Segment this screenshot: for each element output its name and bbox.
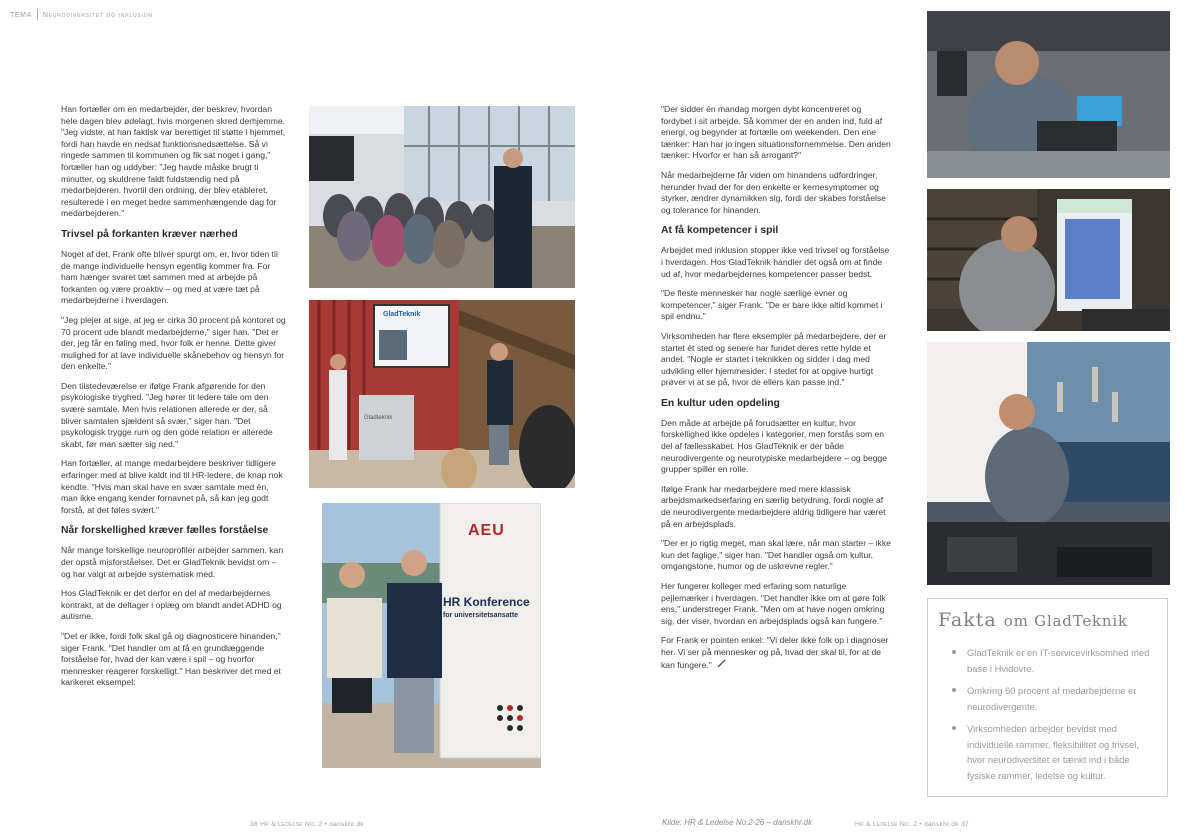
paragraph: Han fortæller, at mange medarbejdere beskriver tidligere erfaringer med at blive kaldt ind til HR-ledere, de knap nok kendte. "Hvis man skal have en svær samtale med én, man ikke engang kender fornavnet på, så kan jeg godt forstå, at det føles svært." [61,458,283,515]
fakta-item: GladTeknik er en IT-servicevirksomhed med base i Hvidovre. [952,645,1157,676]
photo-hr-conference-banner [322,503,541,768]
source-credit: Kilde: HR & Ledelse No.2-26 – danskhr.dk [662,818,813,827]
paragraph-final-text: For Frank er pointen enkel: "Vi deler ikke folk op i diagnoser her. Vi ser på mennesker og på, hvad der skal til, for at de kan fungere." [661,635,889,670]
footer-separator-right: • [919,821,922,828]
lectern-label: Gladteknik [364,415,393,421]
paragraph-final [661,635,891,671]
paragraph: Ifølge Frank har medarbejdere med mere klassisk arbejdsmarkedserfaring en særlig betydning, fordi nogle af de neurodivergente medarbejdere aldrig tidligere har været på en arbejdsplads. [661,483,886,529]
footer-left [250,821,364,828]
paragraph: "Det er ikke, fordi folk skal gå og diagnosticere hinanden," siger Frank. "Det handler om at få en grundlæggende forståelse for, hvad der kan være i spil – og hvorfor mennesker reagerer forskelligt." Han beskriver det med et karikeret eksempel: [61,630,281,688]
section-subtitle: Neurodiversitet og inklusion [42,12,153,19]
fakta-list [952,645,1157,790]
magazine-name-right: Hr & Ledelse No. 2 [855,821,918,828]
fakta-title-suffix: om GladTeknik [1003,612,1128,630]
magazine-name-left: Hr & Ledelse No. 2 [260,821,323,828]
fakta-title-word: Fakta [938,609,997,631]
subheading: Trivsel på forkanten kræver nærhed [61,228,238,240]
paragraph: Når mange forskellige neuroprofiler arbejder sammen, kan der opstå misforståelser. Det er GladTeknik bevidst om – og har valgt at arbejde systematisk med. [61,545,284,579]
page-number-right: 37 [960,821,969,828]
paragraph: Noget af det, Frank ofte bliver spurgt om, er, hvor tiden til de mange individuelle hensyn egentlig kommer fra. For ham hænger svaret tæt sammen med at arbejde på forkanten og være proaktiv – og med at være tæt på medarbejderne i hverdagen. [61,248,278,306]
subheading: Når forskellighed kræver fælles forståelse [61,525,269,537]
paragraph: "De fleste mennesker har nogle særlige evner og kompetencer," siger Frank. "De er bare ikke altid kommet i spil endnu." [661,288,883,322]
fakta-title [938,609,1128,631]
paragraph: Hos GladTeknik er det derfor en del af medarbejdernes kontrakt, at de deltager i oplæg om blandt andet ADHD og autisme. [61,588,282,622]
header-divider [37,9,38,20]
left-text-column [61,104,286,697]
site-link-left[interactable]: danskhr.dk [329,821,364,828]
footer-separator-left: • [324,821,327,828]
photo-technician-pc-build [927,189,1170,331]
banner-brand: AEU [468,522,505,539]
paragraph: Arbejdet med inklusion stopper ikke ved trivsel og forståelse i hverdagen. Hos GladTeknik handler det også om at finde ud af, hvor medarbejdernes kompetencer passer bedst. [661,245,890,279]
section-label: TEMA [10,12,32,19]
fakta-item: Omkring 60 procent af medarbejderne er neurodivergente. [952,683,1157,714]
running-header [10,9,153,20]
paragraph: Den måde at arbejde på forudsætter en kultur, hvor forskellighed ikke opdeles i kategorier, men forstås som en del af fællesskabet. Hos GladTeknik er der både neurodivergente og neurotypiske medarbejdere – og begge grupper spiller en rolle. [661,417,887,475]
photo-technician-workbench [927,342,1170,585]
photo-conference-audience [309,106,575,288]
page-number-left: 36 [250,821,258,828]
subheading: At få kompetencer i spil [661,225,779,237]
paragraph: "Der er jo rigtig meget, man skal lære, når man starter – ikke kun det faglige," siger han. "Det handler også om kultur, omgangstone, humor og de uskrevne regler." [661,538,891,572]
fakta-box [927,598,1168,797]
site-link-right[interactable]: danskhr.dk [923,821,959,828]
pen-end-mark-icon [717,659,726,672]
subheading: En kultur uden opdeling [661,397,780,409]
banner-title: HR Konference [443,595,530,609]
paragraph: Han fortæller om en medarbejder, der beskrev, hvordan hele dagen blev ødelagt, hvis morgenen skred derhjemme. "Jeg vidste, at han faktisk var berettiget til støtte i hjemmet, fordi han havde en nedsat funktionsnedsættelse. Så vi ringede sammen til kommunen og fik sat noget i gang," fortæller han og uddyber: "Jeg havde måske brugt ti minutter, og skuldrene faldt fuldstændig ned på medarbejderen. hvortil den ordning, der blev etableret, resulterede i en meget bedre sammenhængende dag for medarbejderen." [61,104,286,219]
screen-brand-label: GladTeknik [383,311,421,318]
paragraph: Her fungerer kolleger med erfaring som naturlige pejlemærker i hverdagen. "Det handler ikke om at gøre folk ens," understreger Frank. "Men om at have nogen omkring sig, der viser, hvordan en arbejdsplads også kan fungere." [661,581,886,626]
fakta-item: Virksomheden arbejder bevidst med individuelle rammer, fleksibilitet og trivsel, hvor neurodiversitet er tænkt ind i både fysiske rammer, ledelse og kultur. [952,721,1157,783]
right-text-column [661,104,891,679]
paragraph: Virksomheden har flere eksempler på medarbejdere, der er startet ét sted og senere har fundet deres rette hylde et andet. "Nogle er startet i teknikken og sidder i dag med udvikling eller hjemmesider. I stedet for at opgive hurtigt prøver vi at se på, hvor de ellers kan passe ind." [661,330,887,388]
banner-subtitle: for universitetsansatte [443,612,519,619]
photo-stage-presentation [309,300,575,488]
paragraph: "Jeg plejer at sige, at jeg er cirka 30 procent på kontoret og 70 procent ude blandt medarbejderne," siger han. "Det er der, jeg får en føling med, hvor folk er henne. Dette giver mulighed for at lave individuelle skånebehov og hensyn for den enkelte." [61,314,286,372]
paragraph: "Der sidder én mandag morgen dybt koncentreret og fordybet i sit arbejde. Så kommer der en anden ind, fuld af energi, og begynder at fortælle om weekenden. Den ene tænker: Han har jo ingen situationsfornemmelse. Den anden tænker: Hvorfor er han så arrogant?" [661,104,891,161]
photo-technician-computer [927,11,1170,178]
footer-right [855,821,969,828]
paragraph: Den tilstedeværelse er ifølge Frank afgørende for den psykologiske tryghed. "Jeg hører tit ledere tale om den svære samtale. Men hvis relationen allerede er der, så bliver samtalen sjældent så svær," siger han. "Det psykologisk trygge rum og den gode relation er allerede skabt, før man sætter sig ned." [61,380,273,449]
paragraph: Når medarbejderne får viden om hinandens udfordringer, herunder hvad der for den enkelte er kernesymptomer og styrker, ændrer dynamikken sig, fordi der skabes forståelse og tolerance for hinanden. [661,169,886,215]
